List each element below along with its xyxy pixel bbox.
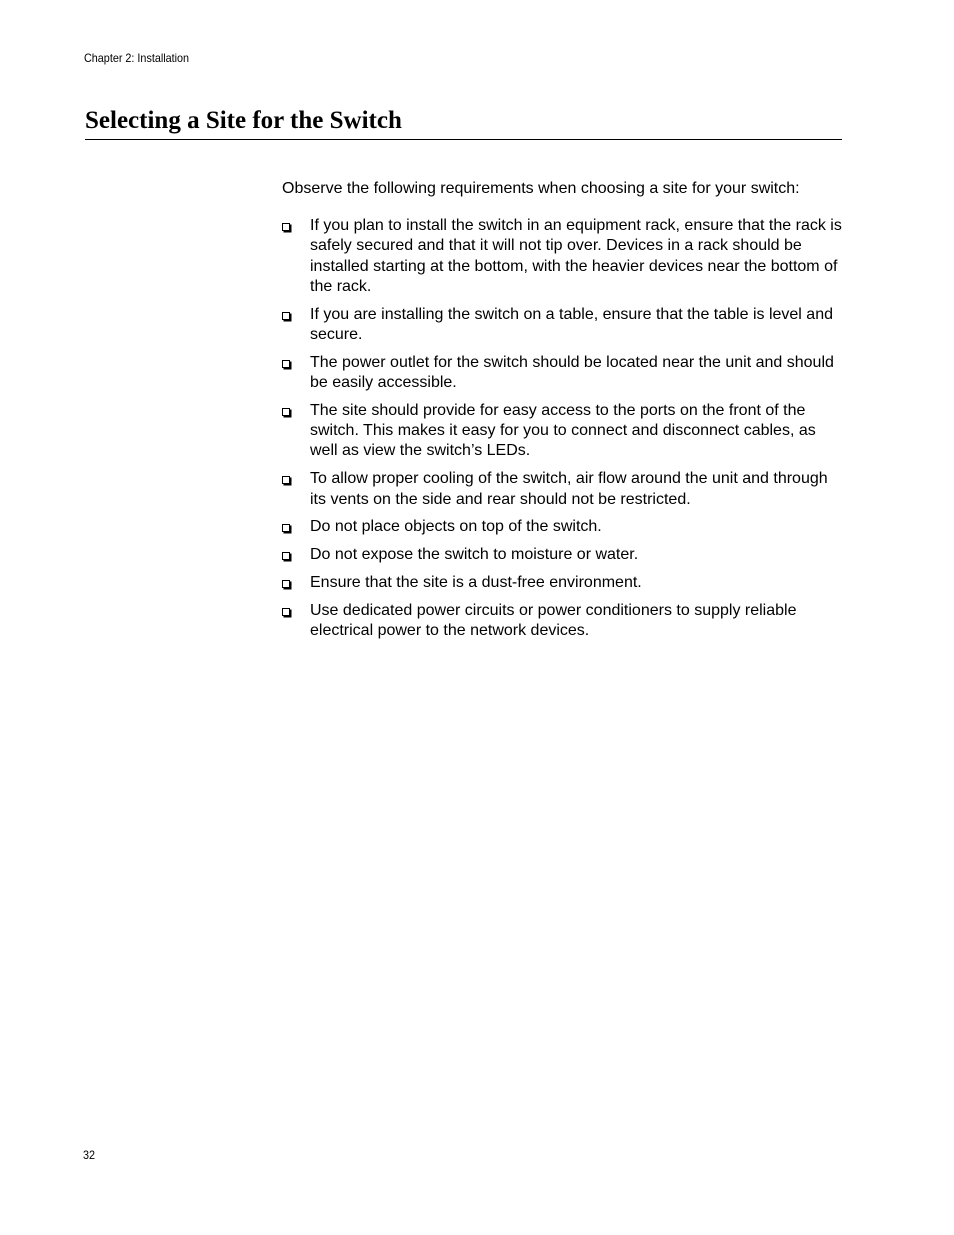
hollow-square-bullet-icon: [282, 608, 290, 616]
hollow-square-bullet-icon: [282, 223, 290, 231]
list-item-text: Do not expose the switch to moisture or water.: [310, 546, 639, 564]
hollow-square-bullet-icon: [282, 408, 290, 416]
list-item-text: To allow proper cooling of the switch, air flow around the unit and through its vents on the side and rear should not be restricted.: [310, 470, 828, 508]
hollow-square-bullet-icon: [282, 580, 290, 588]
intro-paragraph: Observe the following requirements when choosing a site for your switch:: [282, 180, 800, 197]
list-item: [282, 216, 842, 297]
list-item: [282, 353, 842, 394]
hollow-square-bullet-icon: [282, 312, 290, 320]
requirements-list: [282, 216, 842, 649]
list-item-text: If you plan to install the switch in an equipment rack, ensure that the rack is safely secured and that it will not tip over. Devices in a rack should be installed starting at the bottom, with the heavier devices near the bottom of the rack.: [310, 217, 842, 295]
list-item-text: The site should provide for easy access to the ports on the front of the switch. This makes it easy for you to connect and disconnect cables, as well as view the switch’s LEDs.: [310, 401, 816, 460]
list-item: [282, 545, 842, 565]
list-item-text: Use dedicated power circuits or power conditioners to supply reliable electrical power to the network devices.: [310, 601, 797, 640]
hollow-square-bullet-icon: [282, 552, 290, 560]
list-item-text: The power outlet for the switch should be located near the unit and should be easily accessible.: [310, 353, 834, 392]
list-item: [282, 401, 842, 462]
running-header: Chapter 2: Installation: [84, 51, 190, 65]
list-item: [282, 469, 842, 510]
hollow-square-bullet-icon: [282, 476, 290, 484]
list-item-text: Ensure that the site is a dust-free environment.: [310, 573, 642, 591]
hollow-square-bullet-icon: [282, 524, 290, 532]
list-item: [282, 573, 842, 593]
list-item: [282, 305, 842, 346]
page-number: 32: [83, 1148, 96, 1162]
list-item-text: If you are installing the switch on a table, ensure that the table is level and secure.: [310, 305, 833, 343]
list-item-text: Do not place objects on top of the switch.: [310, 518, 602, 536]
section-title: Selecting a Site for the Switch: [85, 107, 402, 134]
list-item: [282, 517, 842, 537]
hollow-square-bullet-icon: [282, 360, 290, 368]
title-rule: [85, 139, 842, 140]
list-item: [282, 601, 842, 642]
